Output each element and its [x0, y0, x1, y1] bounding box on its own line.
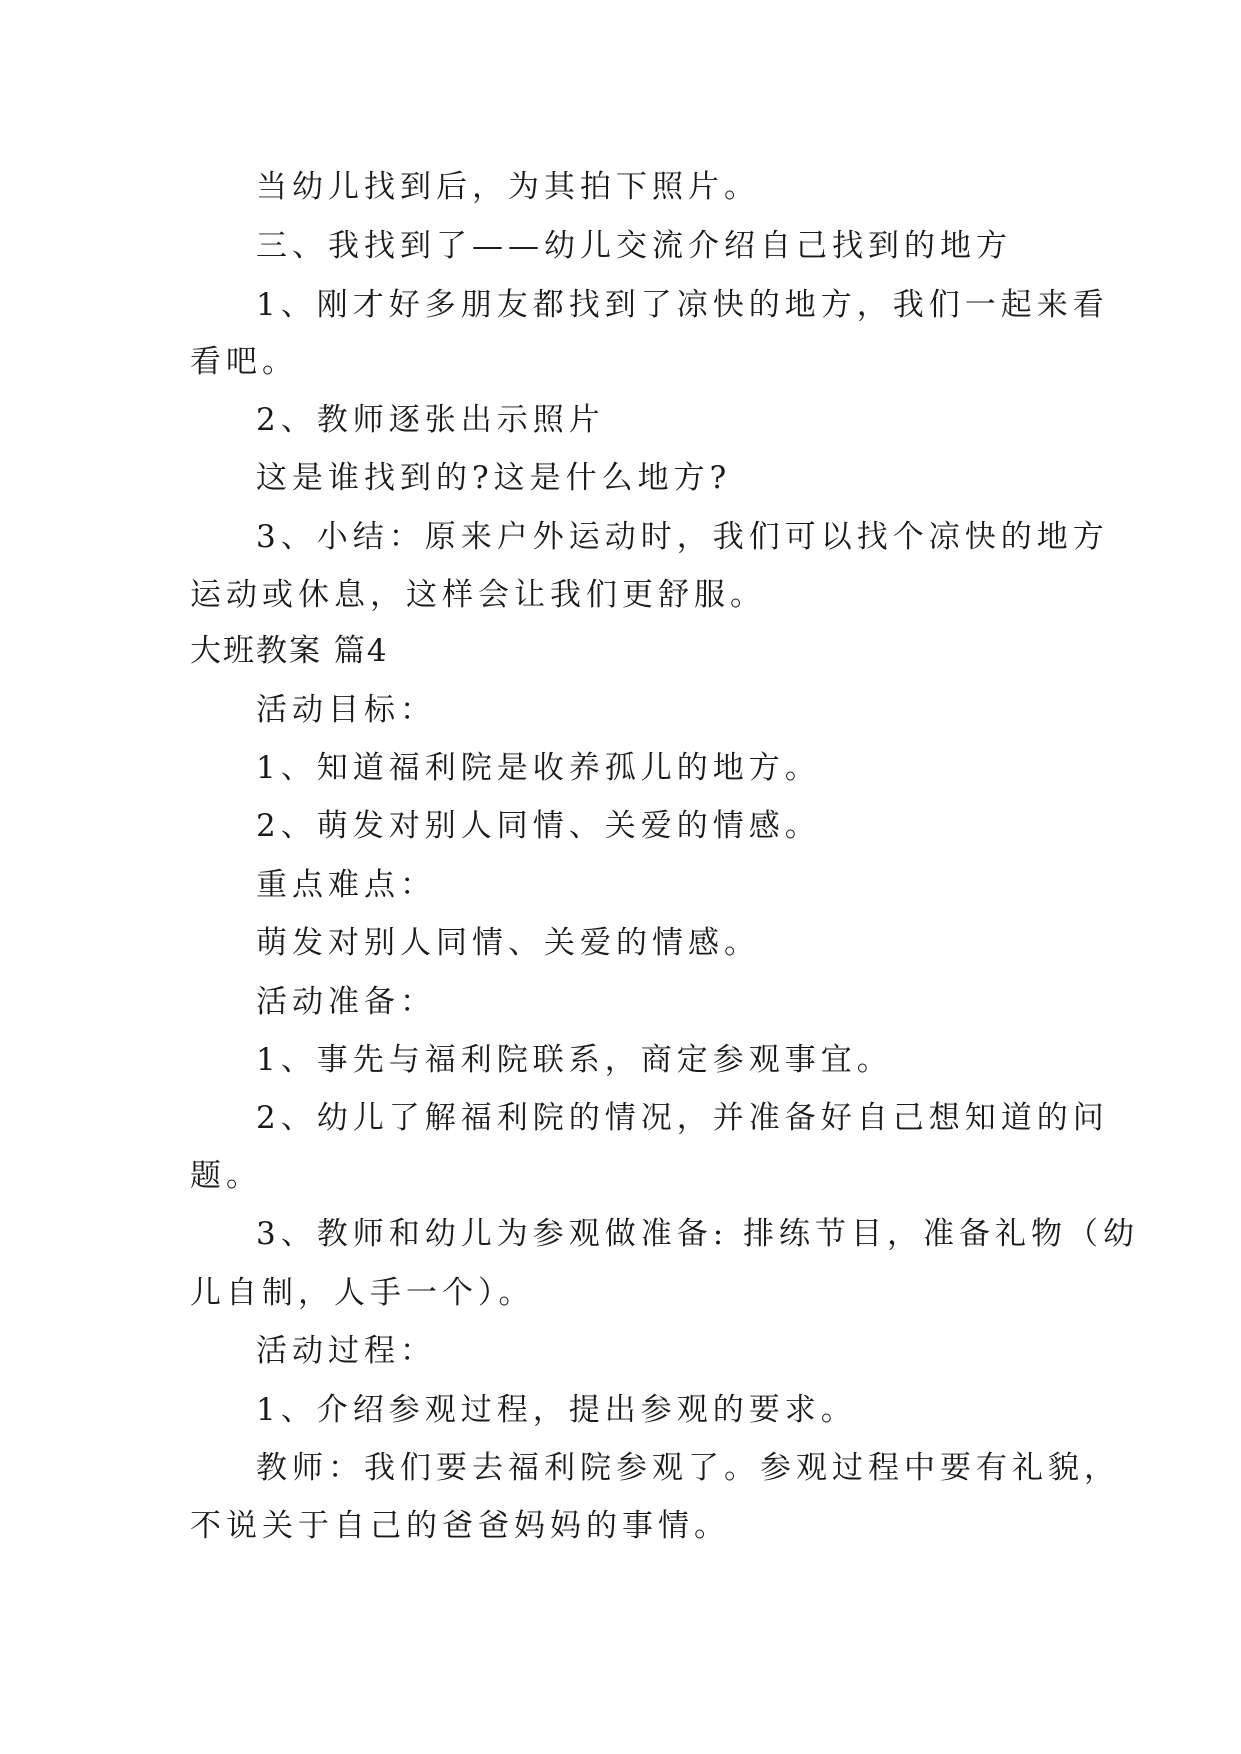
paragraph-line: 1、介绍参观过程，提出参观的要求。: [256, 1392, 857, 1428]
paragraph-line: 教师：我们要去福利院参观了。参观过程中要有礼貌，: [256, 1450, 1120, 1486]
paragraph-line: 儿自制，人手一个）。: [190, 1275, 535, 1311]
paragraph-line: 当幼儿找到后，为其拍下照片。: [256, 169, 760, 205]
paragraph-line: 不说关于自己的爸爸妈妈的事情。: [190, 1508, 730, 1544]
paragraph-line: 看吧。: [190, 344, 298, 380]
paragraph-line: 题。: [190, 1158, 262, 1194]
paragraph-line: 1、刚才好多朋友都找到了凉快的地方，我们一起来看: [256, 287, 1109, 323]
paragraph-line: 1、事先与福利院联系，商定参观事宜。: [256, 1042, 893, 1078]
lesson-plan-title: 大班教案 篇4: [190, 633, 389, 669]
paragraph-line: 2、教师逐张出示照片: [256, 402, 605, 438]
paragraph-line: 1、知道福利院是收养孤儿的地方。: [256, 750, 821, 786]
paragraph-line: 运动或休息，这样会让我们更舒服。: [190, 577, 766, 613]
paragraph-line: 2、萌发对别人同情、关爱的情感。: [256, 808, 821, 844]
section-heading: 活动准备：: [256, 984, 436, 1020]
paragraph-line: 萌发对别人同情、关爱的情感。: [256, 925, 760, 961]
section-heading: 重点难点：: [256, 867, 436, 903]
section-heading: 活动目标：: [256, 692, 436, 728]
paragraph-line: 这是谁找到的?这是什么地方?: [256, 460, 732, 496]
section-heading: 三、我找到了——幼儿交流介绍自己找到的地方: [256, 228, 1012, 264]
section-heading: 活动过程：: [256, 1333, 436, 1369]
paragraph-line: 3、小结：原来户外运动时，我们可以找个凉快的地方: [256, 519, 1109, 555]
paragraph-line: 2、幼儿了解福利院的情况，并准备好自己想知道的问: [256, 1100, 1109, 1136]
paragraph-line: 3、教师和幼儿为参观做准备: 排练节目，准备礼物（幼: [256, 1216, 1140, 1252]
